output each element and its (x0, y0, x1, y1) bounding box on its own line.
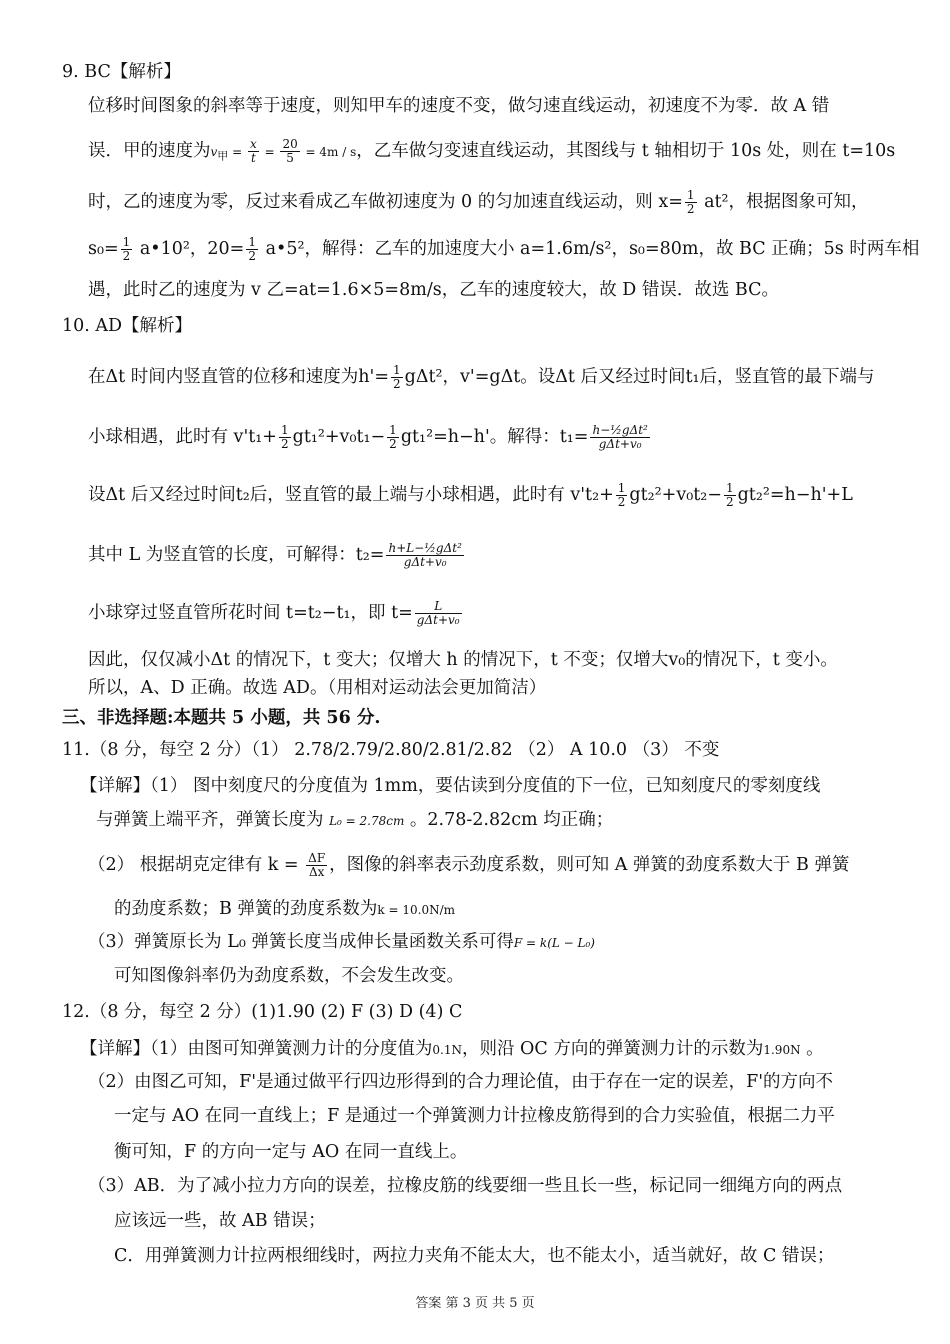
q12-detail-7: C．用弹簧测力计拉两根细线时，两拉力夹角不能太大，也不能太小，适当就好，故 C 错误； (114, 1246, 835, 1266)
q9-line-1: 位移时间图象的斜率等于速度，则知甲车的速度不变，做匀速直线运动，初速度不为零．故 A 错 (88, 96, 830, 116)
q11-detail-3: （2） 根据胡克定律有 k = $\frac{\Delta F}{\Delta x}$ ，图像的斜率表示劲度系数，则可知 A 弹簧的劲度系数大于 B 弹簧 (88, 851, 850, 879)
q10-line-3: 设Δt 后又经过时间t₂后，竖直管的最上端与小球相遇，此时有 v't₂+ $\frac{1}{2}$ gt₂²+v₀t₂− $\frac{1}{2}$ gt₂²=h−h'+L (88, 481, 853, 509)
q10-line-7: 所以，A、D 正确。故选 AD。（用相对运动法会更加简洁） (88, 678, 547, 698)
q11-detail-2: 与弹簧上端平齐，弹簧长度为 L₀ = 2.78cm 。2.78-2.82cm 均正确； (96, 810, 614, 830)
q12-detail-3: 一定与 AO 在同一直线上；F 是通过一个弹簧测力计拉橡皮筋得到的合力实验值，根据二力平 (114, 1106, 835, 1126)
q9-line-4: s₀= $\frac{1}{2}$ a•10²，20= $\frac{1}{2}$ a•5²，解得：乙车的加速度大小 a=1.6m/s²，s₀=80m，故 BC 正确；5s 时两车相 (88, 235, 920, 263)
q12-heading: 12.（8 分，每空 2 分）(1)1.90 (2) F (3) D (4) C (62, 1002, 463, 1022)
q10-line-1: 在Δt 时间内竖直管的位移和速度为h'= $\frac{1}{2}$ gΔt²，v'=gΔt。设Δt 后又经过时间t₁后，竖直管的最下端与 (88, 363, 875, 391)
q9-line-3: 时，乙的速度为零，反过来看成乙车做初速度为 0 的匀加速直线运动，则 x= $\frac{1}{2}$ at²，根据图象可知， (88, 188, 869, 216)
q10-line-2: 小球相遇，此时有 v't₁+ $\frac{1}{2}$ gt₁²+v₀t₁− $\frac{1}{2}$ gt₁²=h−h'。解得：t₁= $\frac{\text{h−½gΔt²}}{\text{gΔt+v₀}}$ (88, 423, 648, 451)
q11-detail-1: 【详解】（1） 图中刻度尺的分度值为 1mm，要估读到分度值的下一位，已知刻度尺的零刻度线 (80, 776, 821, 796)
q11-detail-6: 可知图像斜率仍为劲度系数，不会发生改变。 (114, 966, 464, 986)
q9-heading: 9. BC【解析】 (62, 62, 181, 82)
q11-detail-4: 的劲度系数；B 弹簧的劲度系数为k = 10.0N/m (114, 899, 456, 919)
q12-detail-6: 应该远一些，故 AB 错误； (114, 1211, 326, 1231)
q10-heading: 10. AD【解析】 (62, 316, 193, 336)
q9-line-2: 误．甲的速度为$v_甲$ = $\frac{x}{t}$ = $\frac{20}{5}$ = 4m / s，乙车做匀变速直线运动，其图线与 t 轴相切于 10s 处，则在 t=10s (88, 137, 896, 165)
q12-detail-4: 衡可知，F 的方向一定与 AO 在同一直线上。 (114, 1142, 468, 1162)
section-3-heading: 三、非选择题:本题共 5 小题，共 56 分. (62, 708, 381, 728)
q12-detail-2: （2）由图乙可知，F'是通过做平行四边形得到的合力理论值，由于存在一定的误差，F'的方向不 (88, 1072, 834, 1092)
q10-line-4: 其中 L 为竖直管的长度，可解得：t₂= $\frac{\text{h+L−½gΔt²}}{\text{gΔt+v₀}}$ (88, 541, 462, 569)
q9-line-5: 遇，此时乙的速度为 v 乙=at=1.6×5=8m/s，乙车的速度较大，故 D 错误．故选 BC。 (88, 280, 779, 300)
q11-heading: 11.（8 分，每空 2 分）（1） 2.78/2.79/2.80/2.81/2.82 （2） A 10.0 （3） 不变 (62, 740, 720, 760)
q10-line-6: 因此，仅仅减小Δt 的情况下，t 变大；仅增大 h 的情况下，t 不变；仅增大v₀的情况下，t 变小。 (88, 650, 838, 670)
page-footer: 答案 第 3 页 共 5 页 (415, 1296, 535, 1311)
q12-detail-1: 【详解】（1）由图可知弹簧测力计的分度值为0.1N，则沿 OC 方向的弹簧测力计的示数为1.90N 。 (80, 1039, 824, 1059)
q10-line-5: 小球穿过竖直管所花时间 t=t₂−t₁，即 t= $\frac{L}{\text{gΔt+v₀}}$ (88, 599, 460, 627)
q12-detail-5: （3）AB．为了减小拉力方向的误差，拉橡皮筋的线要细一些且长一些，标记同一细绳方向的两点 (88, 1176, 843, 1196)
q11-detail-5: （3）弹簧原长为 L₀ 弹簧长度当成伸长量函数关系可得F = k(L − L₀) (88, 932, 595, 952)
